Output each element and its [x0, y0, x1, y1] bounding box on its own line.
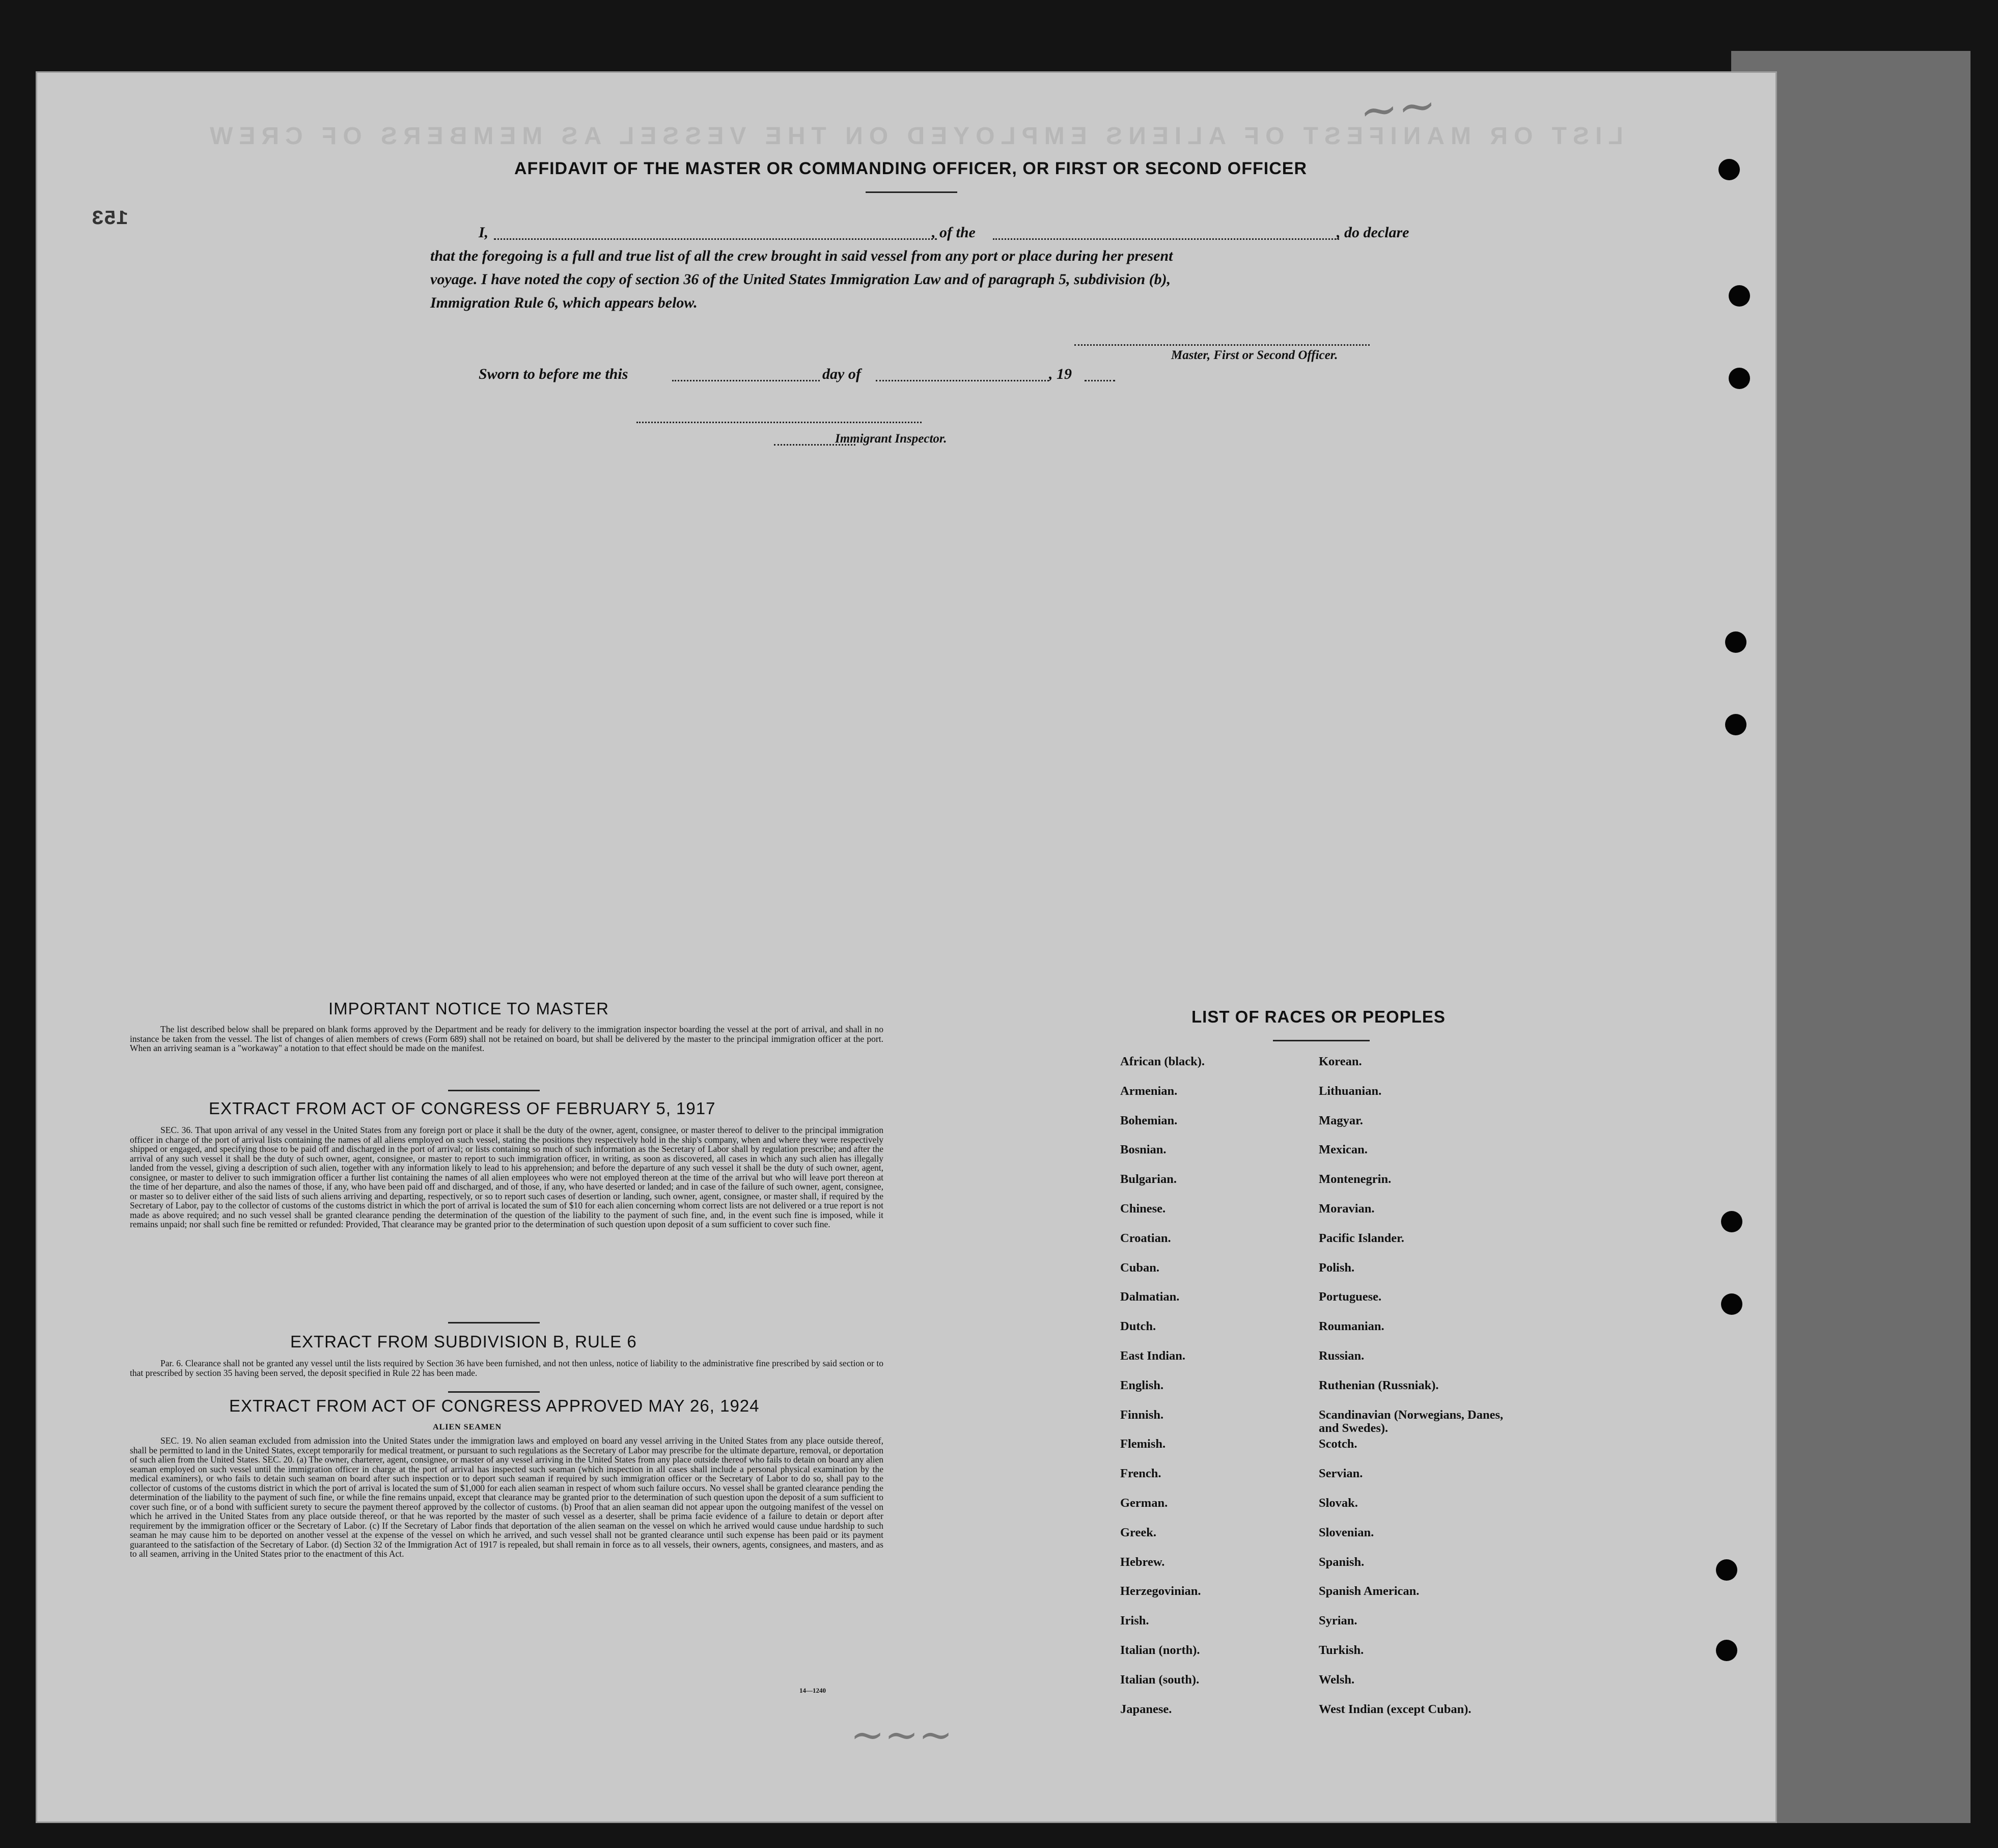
race-item: Dalmatian.: [1120, 1290, 1180, 1304]
affidavit-title: AFFIDAVIT OF THE MASTER OR COMMANDING OFFICER, OR FIRST OR SECOND OFFICER: [514, 159, 1307, 178]
race-item: Hebrew.: [1120, 1555, 1165, 1569]
sworn-month-blank: [876, 380, 1049, 381]
race-item: West Indian (except Cuban).: [1319, 1702, 1472, 1716]
notice-text: The list described below shall be prepared on blank forms approved by the Department and be ready for delivery to the immigration inspector boarding the vessel at the port of arrival, and shall in no instance be taken from the vessel. The list of changes of alien members of crews (Form 689) shall not be retained on board, but shall be delivered by the master to the principal immigration officer at the port. When an arriving seaman is a "workaway" a notation to that effect should be made on the manifest.: [130, 1024, 883, 1053]
bleed-through-header: LIST OR MANIFEST OF ALIENS EMPLOYED ON THE VESSEL AS MEMBERS OF CREW: [204, 123, 1623, 150]
sworn-day-blank: [672, 380, 820, 381]
inspector-label: Immigrant Inspector.: [835, 432, 947, 446]
extract-rule6-title: EXTRACT FROM SUBDIVISION B, RULE 6: [290, 1332, 637, 1351]
race-item: Greek.: [1120, 1525, 1156, 1539]
race-item: Cuban.: [1120, 1260, 1159, 1275]
punch-hole: [1725, 631, 1746, 653]
extract-1924-title: EXTRACT FROM ACT OF CONGRESS APPROVED MAY 26, 1924: [229, 1396, 760, 1415]
race-item: Armenian.: [1120, 1084, 1178, 1098]
punch-hole: [1729, 368, 1750, 389]
race-item: Irish.: [1120, 1614, 1149, 1628]
race-item: Pacific Islander.: [1319, 1231, 1404, 1245]
declare-i: I,: [479, 224, 489, 241]
inspector-signature-line: [636, 422, 922, 423]
punch-hole: [1721, 1211, 1742, 1232]
sworn-year-blank: [1085, 380, 1115, 381]
race-item: African (black).: [1120, 1055, 1205, 1068]
manifest-page: [36, 71, 1777, 1823]
extract-1917-title: EXTRACT FROM ACT OF CONGRESS OF FEBRUARY 5, 1917: [209, 1099, 716, 1118]
name-blank: [494, 238, 937, 240]
punch-hole: [1716, 1640, 1737, 1661]
extract-1924-subtitle: ALIEN SEAMEN: [433, 1423, 502, 1431]
sworn-prefix: Sworn to before me this: [479, 366, 628, 382]
extract-1917-text: SEC. 36. That upon arrival of any vessel in the United States from any foreign port or place it shall be the duty of the owner, agent, consignee, or master thereof to deliver to the principal immigration officer in charge of the port of arrival lists containing the names of all aliens employed on such vessel, stating the positions they respectively hold in the ship's company, when and where they were respectively shipped or engaged, and specifying those to be paid off and discharged in the port of arrival; or lists containing so much of such information as the Secretary of Labor shall by regulation prescribe; and after the arrival of any such vessel it shall be the duty of such owner, agent, consignee, or master to report to such immigration officer, in writing, as soon as discovered, all cases in which any such alien has illegally landed from the vessel, giving a description of such alien, together with any information likely to lead to his apprehension; and before the departure of any such vessel it shall be the duty of such owner, agent, consignee, or master to deliver to such immigration officer a further list containing the names of all alien employees who were not employed thereon at the time of the arrival but who will leave port thereon at the time of her departure, and also the names of those, if any, who have been paid off and discharged, and of those, if any, who have deserted or landed; and in case of the failure of such owner, agent, consignee, or master so to deliver either of the said lists of such aliens arriving and departing, respectively, or so to report such cases of desertion or landing, such owner, agent, consignee, or master shall, if required by the Secretary of Labor, pay to the collector of customs of the customs district in which the port of arrival is located the sum of $10 for each alien concerning whom correct lists are not delivered or a true report is not made as above required; and no such vessel shall be granted clearance pending the determination of the question of the liability to the payment of such fine, and, in the event such fine is imposed, while it remains unpaid; nor shall such fine be remitted or refunded: Provided, That clearance may be granted prior to the determination of such question upon deposit of a sum sufficient to cover such fine.: [130, 1125, 883, 1229]
margin-stamp: 153: [92, 208, 129, 231]
punch-hole: [1725, 714, 1746, 735]
divider-1: [448, 1090, 540, 1091]
handwritten-mark-top: ~~: [1356, 77, 1439, 139]
race-item: Flemish.: [1120, 1437, 1166, 1451]
race-item: Spanish American.: [1319, 1584, 1420, 1598]
race-item: Slovak.: [1319, 1496, 1358, 1510]
race-item: Scotch.: [1319, 1437, 1357, 1451]
race-item: Polish.: [1319, 1260, 1355, 1275]
race-item: Syrian.: [1319, 1614, 1357, 1628]
race-item: Magyar.: [1319, 1113, 1363, 1127]
race-item: East Indian.: [1120, 1348, 1186, 1363]
race-item: Spanish.: [1319, 1555, 1365, 1569]
punch-hole: [1718, 159, 1740, 180]
race-item: Portuguese.: [1319, 1290, 1382, 1304]
affidavit-body-1: that the foregoing is a full and true list of all the crew brought in said vessel from any port or place during her present: [430, 247, 1173, 264]
race-item: Servian.: [1319, 1467, 1363, 1481]
vessel-blank: [993, 238, 1339, 240]
race-item: Russian.: [1319, 1348, 1365, 1363]
race-item: Bosnian.: [1120, 1143, 1167, 1157]
notice-title: IMPORTANT NOTICE TO MASTER: [328, 999, 609, 1018]
race-item: Ruthenian (Russniak).: [1319, 1378, 1439, 1392]
master-signature-label: Master, First or Second Officer.: [1171, 348, 1338, 362]
divider-3: [448, 1391, 540, 1393]
master-signature-line: [1074, 344, 1370, 346]
race-item: Italian (south).: [1120, 1672, 1200, 1687]
declare-of-the: , of the: [932, 224, 976, 241]
race-item: Slovenian.: [1319, 1525, 1374, 1539]
handwritten-mark-bottom: ~~~: [850, 1711, 953, 1758]
race-item: French.: [1120, 1467, 1161, 1481]
race-item: Roumanian.: [1319, 1319, 1384, 1334]
title-underline: [866, 191, 957, 193]
race-item: Scandinavian (Norwegians, Danes, and Swedes).: [1319, 1408, 1504, 1435]
affidavit-body-3: Immigration Rule 6, which appears below.: [430, 294, 698, 311]
declare-do-declare: , do declare: [1337, 224, 1409, 241]
sworn-day-of: day of: [822, 366, 861, 382]
race-item: Finnish.: [1120, 1408, 1164, 1422]
race-item: Croatian.: [1120, 1231, 1171, 1245]
races-title: LIST OF RACES OR PEOPLES: [1191, 1007, 1446, 1026]
divider-2: [448, 1322, 540, 1323]
race-item: Montenegrin.: [1319, 1172, 1392, 1187]
race-item: Moravian.: [1319, 1201, 1375, 1216]
form-number: 14—1240: [799, 1687, 826, 1694]
race-item: Japanese.: [1120, 1702, 1172, 1716]
punch-hole: [1716, 1559, 1737, 1581]
race-item: Welsh.: [1319, 1672, 1355, 1687]
race-item: Dutch.: [1120, 1319, 1156, 1334]
race-item: English.: [1120, 1378, 1164, 1392]
race-item: Bulgarian.: [1120, 1172, 1177, 1187]
affidavit-body-2: voyage. I have noted the copy of section 36 of the United States Immigration Law and of paragraph 5, subdivision (b),: [430, 271, 1171, 288]
race-item: Bohemian.: [1120, 1113, 1178, 1127]
extract-1924-text: SEC. 19. No alien seaman excluded from admission into the United States under the immigration laws and employed on board any vessel arriving in the United States from any place outside thereof, shall be permitted to land in the United States, except temporarily for medical treatment, or pursuant to such regulations as the Secretary of Labor may prescribe for the ultimate departure, removal, or deportation of such alien from the United States. SEC. 20. (a) The owner, charterer, agent, consignee, or master of any vessel arriving in the United States from any place outside thereof who fails to detain on board any alien seaman employed on such vessel until the immigration officer in charge at the port of arrival has inspected such seaman (which inspection in all cases shall include a personal physical examination by the medical examiners), or who fails to detain such seaman on board after such inspection or to deport such seaman if required by such immigration officer or the Secretary of Labor to do so, shall pay to the collector of customs of the customs district in which the port of arrival is located the sum of $1,000 for each alien seaman in respect of whom such failure occurs. No vessel shall be granted clearance pending the determination of the liability to the payment of such fine, or while the fine remains unpaid, except that clearance may be granted prior to the determination of such question upon the deposit of a sum sufficient to cover such fine, or of a bond with sufficient surety to secure the payment thereof approved by the collector of customs. (b) Proof that an alien seaman did not appear upon the outgoing manifest of the vessel on which he arrived in the United States from any place outside thereof, or that he was reported by the master of such vessel as a deserter, shall be prima facie evidence of a failure to detain or deport after requirement by the immigration officer or the Secretary of Labor. (c) If the Secretary of Labor finds that deportation of the alien seaman on the vessel on which he arrived would cause undue hardship to such seaman he may cause him to be deported on another vessel at the expense of the vessel on which he arrived, and such vessel shall not be granted clearance until such expense has been paid or its payment guaranteed to the satisfaction of the Secretary of Labor. (d) Section 32 of the Immigration Act of 1917 is repealed, but shall remain in force as to all vessels, their owners, agents, consignees, and masters, and as to all seamen, arriving in the United States prior to the enactment of this Act.: [130, 1436, 883, 1559]
races-right-column: [1319, 1055, 1522, 1732]
races-underline: [1273, 1040, 1370, 1041]
race-item: Lithuanian.: [1319, 1084, 1382, 1098]
race-item: Chinese.: [1120, 1201, 1166, 1216]
race-item: Korean.: [1319, 1055, 1362, 1068]
punch-hole: [1721, 1293, 1742, 1315]
sworn-year: , 19: [1049, 366, 1072, 382]
punch-hole: [1729, 285, 1750, 307]
race-item: Herzegovinian.: [1120, 1584, 1201, 1598]
race-item: Italian (north).: [1120, 1643, 1200, 1657]
race-item: Turkish.: [1319, 1643, 1364, 1657]
extract-rule6-text: Par. 6. Clearance shall not be granted any vessel until the lists required by Section 36 have been furnished, and not then unless, notice of liability to the administrative fine prescribed by said section or to that prescribed by section 35 having been served, the deposit specified in Rule 22 has been made.: [130, 1358, 883, 1378]
races-left-column: [1120, 1055, 1314, 1732]
race-item: German.: [1120, 1496, 1168, 1510]
race-item: Mexican.: [1319, 1143, 1368, 1157]
